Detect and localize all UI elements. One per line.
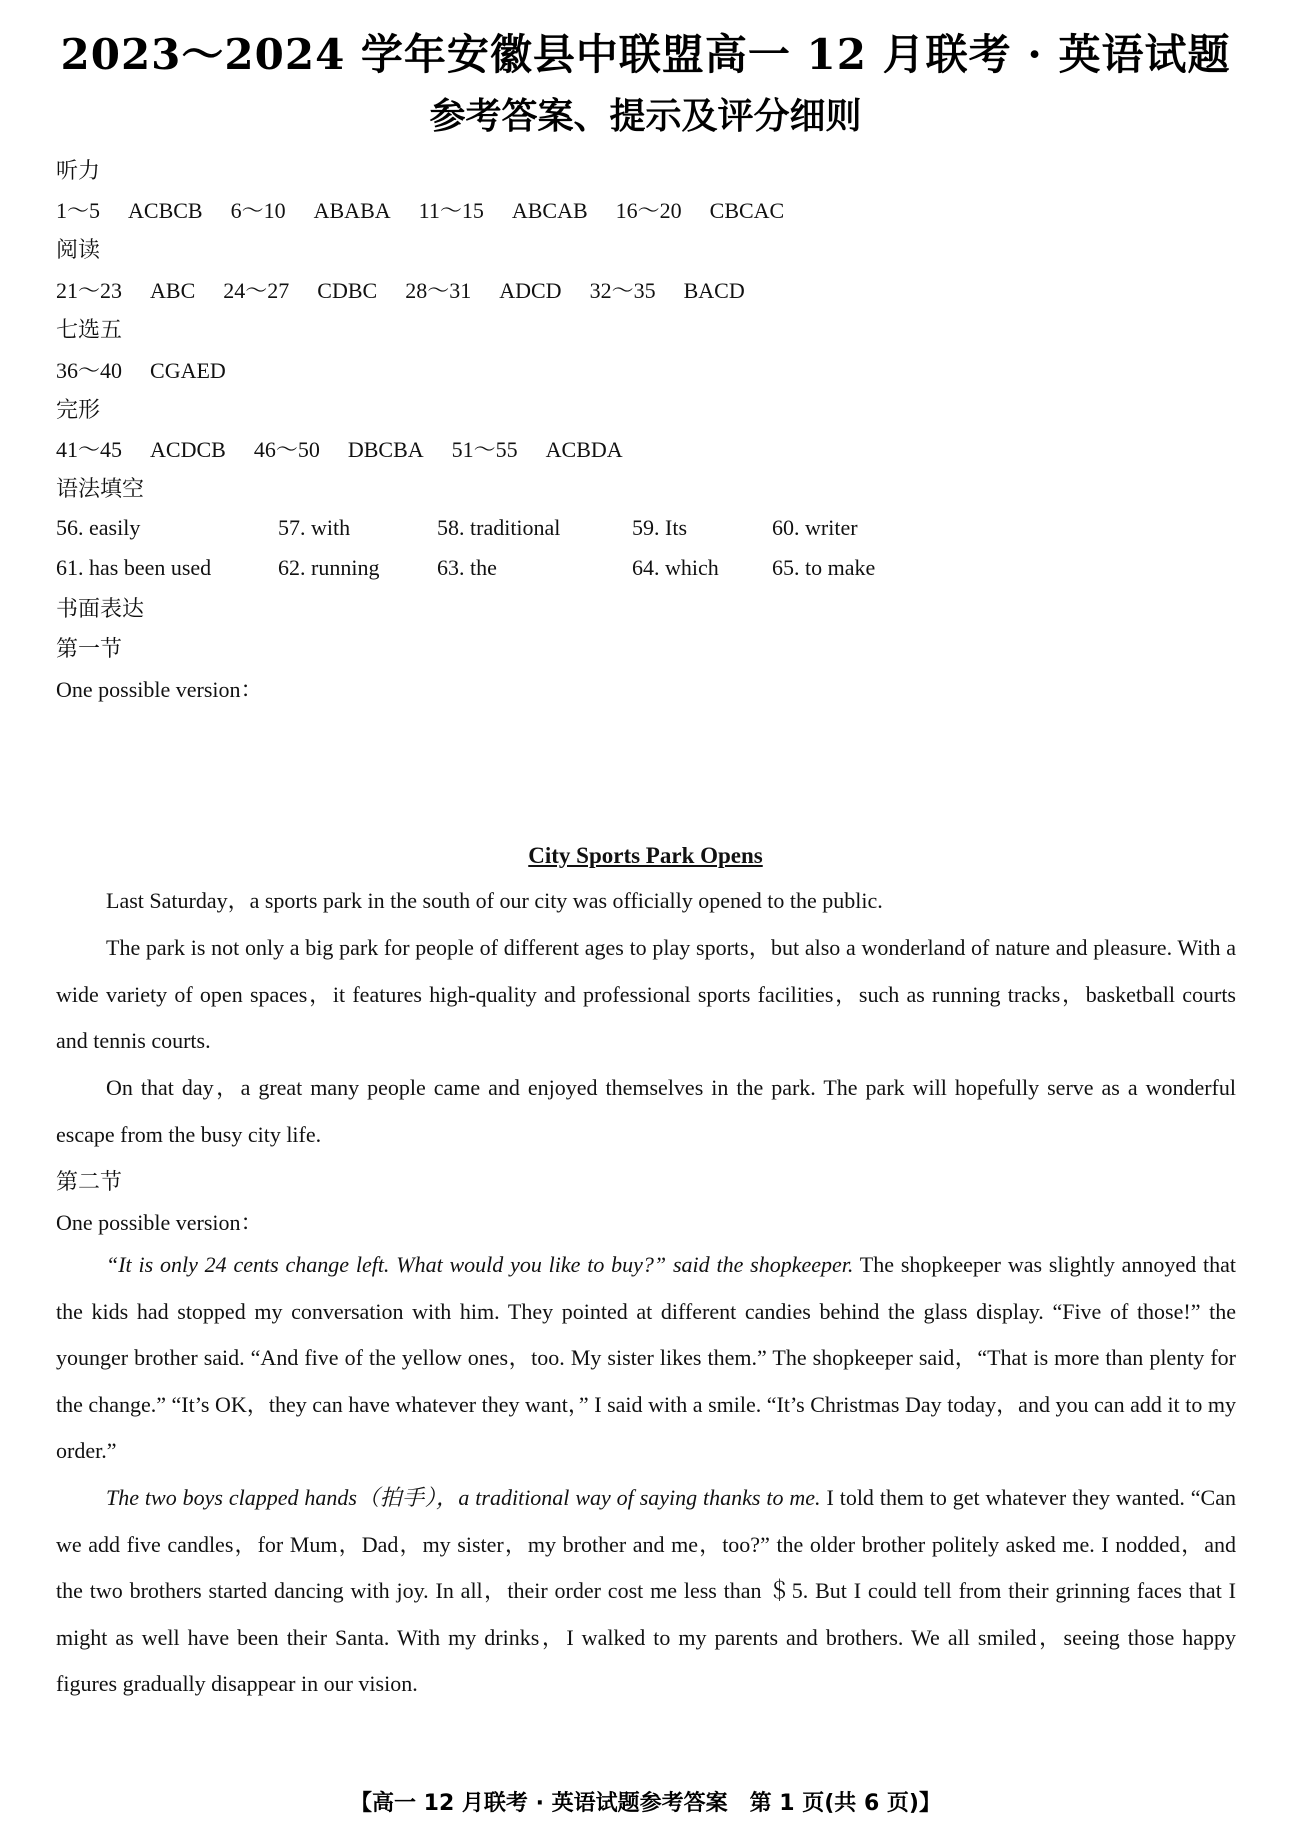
answer-value: ACDCB xyxy=(150,437,226,462)
answer-value: CBCAC xyxy=(709,198,785,223)
answer-value: ACBDA xyxy=(545,437,623,462)
grammar-item: 59. Its xyxy=(632,515,687,540)
answer-range: 32～35 xyxy=(589,278,656,303)
answer-value: ACBCB xyxy=(128,198,203,223)
story-body: I told them to get whatever they wanted. “Can we add five candles，for Mum，Dad，my sister，my brother and me，too?” the older brother politely asked me. I nodded，and the two brothers started dancing with joy. In all，their order cost me less than ＄5. But I could tell from their grinning faces that I might as well have been their Santa. With my drinks，I walked to my parents and brothers. We all smiled，seeing those happy figures gradually disappear in our vision. xyxy=(56,1485,1236,1697)
answer-value: ABCAB xyxy=(511,198,588,223)
answer-value: BACD xyxy=(683,278,745,303)
grammar-item: 58. traditional xyxy=(437,515,561,540)
grammar-item: 56. easily xyxy=(56,515,141,540)
grammar-item: 63. the xyxy=(437,555,497,580)
answer-range: 21～23 xyxy=(56,278,123,303)
grammar-item: 61. has been used xyxy=(56,555,212,580)
story-body: The shopkeeper was slightly annoyed that the kids had stopped my conversation with him. They pointed at different candies behind the glass display. “Five of those!” the younger brother said. “And five of the yellow ones，too. My sister likes them.” The shopkeeper said，“That is more than plenty for the change.” “It’s OK，they can have whatever they want，” I said with a smile. “It’s Christmas Day today，and you can add it to my order.” xyxy=(56,1252,1236,1464)
answer-range: 36～40 xyxy=(56,358,123,383)
answer-range: 6～10 xyxy=(230,198,286,223)
page-title: 2023～2024 学年安徽县中联盟高一 12 月联考 · 英语试题 xyxy=(60,30,1231,79)
grammar-item: 57. with xyxy=(278,515,351,540)
reading-answers xyxy=(56,276,773,306)
essay-paragraph: On that day，a great many people came and enjoyed themselves in the park. The park will hopefully serve as a wonderful escape from the busy city life. xyxy=(56,1075,1236,1147)
writing-part2-label: One possible version： xyxy=(56,1210,263,1235)
seven-choose-five-answers xyxy=(56,356,254,386)
writing-part1-heading: 第一节 xyxy=(56,637,123,662)
reading-heading: 阅读 xyxy=(56,238,101,263)
answer-range: 24～27 xyxy=(223,278,290,303)
story-lead-sentence: The two boys clapped hands（拍手），a traditional way of saying thanks to me. xyxy=(106,1485,821,1510)
answer-value: ABABA xyxy=(313,198,391,223)
answer-value: CGAED xyxy=(150,358,226,383)
story-paragraph-1 xyxy=(56,1242,1236,1475)
listening-heading: 听力 xyxy=(56,159,101,184)
answer-range: 28～31 xyxy=(405,278,472,303)
answer-value: DBCBA xyxy=(347,437,424,462)
answer-range: 1～5 xyxy=(56,198,101,223)
grammar-item: 64. which xyxy=(632,555,719,580)
writing-part1-label: One possible version： xyxy=(56,677,263,702)
cloze-answers xyxy=(56,435,651,465)
answer-value: CDBC xyxy=(317,278,378,303)
grammar-item: 60. writer xyxy=(772,515,858,540)
grammar-item: 65. to make xyxy=(772,555,876,580)
essay-paragraph: The park is not only a big park for people of different ages to play sports，but also a wonderland of nature and pleasure. With a wide variety of open spaces，it features high-quality and professional sports facilities，such as running tracks，basketball courts and tennis courts. xyxy=(56,935,1236,1054)
grammar-heading: 语法填空 xyxy=(56,477,145,502)
answer-range: 16～20 xyxy=(615,198,682,223)
grammar-item: 62. running xyxy=(278,555,380,580)
story-lead-sentence: “It is only 24 cents change left. What would you like to buy?” said the shopkeeper. xyxy=(106,1252,854,1277)
essay-paragraph: Last Saturday，a sports park in the south of our city was officially opened to the public. xyxy=(106,888,883,913)
seven-choose-five-heading: 七选五 xyxy=(56,318,123,343)
writing-heading: 书面表达 xyxy=(56,597,145,622)
answer-range: 46～50 xyxy=(253,437,320,462)
writing-part2-heading: 第二节 xyxy=(56,1170,123,1195)
essay-title: City Sports Park Opens xyxy=(528,843,763,868)
page-footer: 【高一 12 月联考 · 英语试题参考答案 第 1 页(共 6 页)】 xyxy=(350,1791,941,1816)
answer-value: ADCD xyxy=(499,278,562,303)
answer-range: 11～15 xyxy=(418,198,484,223)
answer-value: ABC xyxy=(150,278,196,303)
page-subtitle: 参考答案、提示及评分细则 xyxy=(429,95,862,137)
listening-answers xyxy=(56,196,812,226)
story-paragraph-2 xyxy=(56,1475,1236,1708)
answer-range: 51～55 xyxy=(451,437,518,462)
cloze-heading: 完形 xyxy=(56,398,101,423)
answer-range: 41～45 xyxy=(56,437,123,462)
